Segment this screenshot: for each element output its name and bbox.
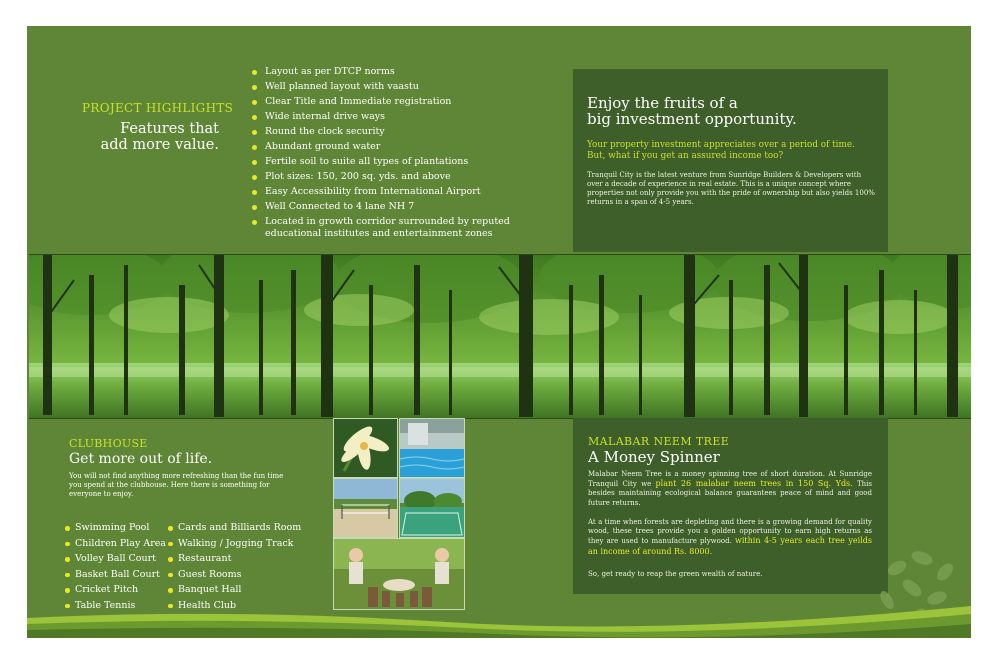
list-item: Wide internal drive ways — [252, 111, 552, 123]
investment-body: Tranquil City is the latest venture from Sunridge Builders & Developers with over a decade of experience in real estate. This is a unique concept where properties not only provide you with the pride of ownership but also yields 100% returns in a span of 4-5 years. — [587, 171, 875, 206]
list-item: Children Play Area — [65, 538, 166, 550]
neem-paragraph-2: At a time when forests are depleting and there is a growing demand for quality wood, these trees provide you a golden opportunity to earn high returns as they are used to manufacture plywood. within 4-5 years each tree yeilds an income of around Rs. 8000. — [588, 518, 872, 556]
brochure-spread — [27, 26, 971, 638]
bullet-icon — [168, 588, 173, 593]
list-item: Abundant ground water — [252, 141, 552, 153]
bullet-icon — [252, 160, 257, 165]
basketball-court-photo — [399, 478, 465, 538]
list-item: Round the clock security — [252, 126, 552, 138]
bullet-icon — [65, 526, 70, 531]
investment-panel — [573, 69, 888, 252]
bullet-icon — [65, 573, 70, 578]
list-item: Plot sizes: 150, 200 sq. yds. and above — [252, 171, 552, 183]
bullet-icon — [252, 205, 257, 210]
title-line-1: Features that — [120, 121, 219, 137]
bullet-icon — [65, 557, 70, 562]
list-item: Table Tennis — [65, 600, 166, 612]
list-item: Fertile soil to suite all types of plantations — [252, 156, 552, 168]
bottom-swoosh-decoration — [27, 598, 971, 638]
title-line-2: add more value. — [100, 137, 219, 153]
neem-kicker: MALABAR NEEM TREE — [588, 435, 730, 448]
bullet-icon — [252, 85, 257, 90]
lily-flower-photo — [333, 418, 398, 478]
list-item: Health Club — [168, 600, 301, 612]
investment-title — [587, 95, 877, 127]
bullet-icon — [168, 573, 173, 578]
list-item: Walking / Jogging Track — [168, 538, 301, 550]
neem-title: A Money Spinner — [588, 448, 720, 466]
bullet-icon — [252, 115, 257, 120]
project-highlights-kicker: PROJECT HIGHLIGHTS — [82, 101, 234, 115]
list-item: Banquet Hall — [168, 584, 301, 596]
neem-tree-panel — [573, 418, 888, 594]
list-item: Easy Accessibility from International Airport — [252, 186, 552, 198]
bullet-icon — [65, 542, 70, 547]
investment-title-line-2: big investment opportunity. — [587, 110, 797, 128]
list-item: Well planned layout with vaastu — [252, 81, 552, 93]
clubhouse-kicker: CLUBHOUSE — [69, 437, 148, 450]
clubhouse-title: Get more out of life. — [69, 451, 213, 467]
list-item: Swimming Pool — [65, 522, 166, 534]
bullet-icon — [252, 175, 257, 180]
list-item: Clear Title and Immediate registration — [252, 96, 552, 108]
highlights-list — [252, 66, 552, 243]
bullet-icon — [252, 70, 257, 75]
list-item: Layout as per DTCP norms — [252, 66, 552, 78]
neem-paragraph-3: So, get ready to reap the green wealth of nature. — [588, 570, 763, 578]
neem-paragraph-1: Malabar Neem Tree is a money spinning tree of short duration. At Sunridge Tranquil City we plant 26 malabar neem trees in 150 Sq. Yds. This besides maintaining ecological balance guarantees peace of mind and good future returns. — [588, 470, 873, 507]
list-item: Cards and Billiards Room — [168, 522, 301, 534]
list-item: Volley Ball Court — [65, 553, 166, 565]
clubhouse-photo-collage — [333, 418, 465, 610]
project-highlights-title — [67, 121, 219, 153]
bullet-icon — [252, 130, 257, 135]
neem-highlight-2: within 4-5 years each tree yeilds an income of around Rs. 8000. — [588, 536, 872, 556]
investment-title-line-1: Enjoy the fruits of a — [587, 94, 738, 112]
list-item: Guest Rooms — [168, 569, 301, 581]
list-item: Well Connected to 4 lane NH 7 — [252, 201, 552, 213]
bullet-icon — [252, 100, 257, 105]
list-item: Located in growth corridor surrounded by reputed educational institutes and entertainment zones — [252, 216, 552, 240]
neem-highlight-1: plant 26 malabar neem trees in 150 Sq. Yds. — [655, 479, 853, 489]
list-item: Basket Ball Court — [65, 569, 166, 581]
bullet-icon — [168, 542, 173, 547]
forest-illustration — [29, 255, 971, 418]
list-item: Restaurant — [168, 553, 301, 565]
bullet-icon — [252, 190, 257, 195]
forest-banner-image — [29, 254, 971, 419]
swimming-pool-photo — [399, 418, 465, 478]
list-item: Cricket Pitch — [65, 584, 166, 596]
bullet-icon — [65, 588, 70, 593]
bullet-icon — [252, 220, 257, 225]
investment-question: Your property investment appreciates over a period of time. But, what if you get an assured income too? — [587, 140, 855, 161]
bullet-icon — [168, 557, 173, 562]
bullet-icon — [168, 526, 173, 531]
volleyball-court-photo — [333, 478, 398, 538]
clubhouse-description: You will not find anything more refreshing than the fun time you spend at the clubhouse. Here there is something for everyone to enjoy. — [69, 472, 284, 498]
bullet-icon — [252, 145, 257, 150]
